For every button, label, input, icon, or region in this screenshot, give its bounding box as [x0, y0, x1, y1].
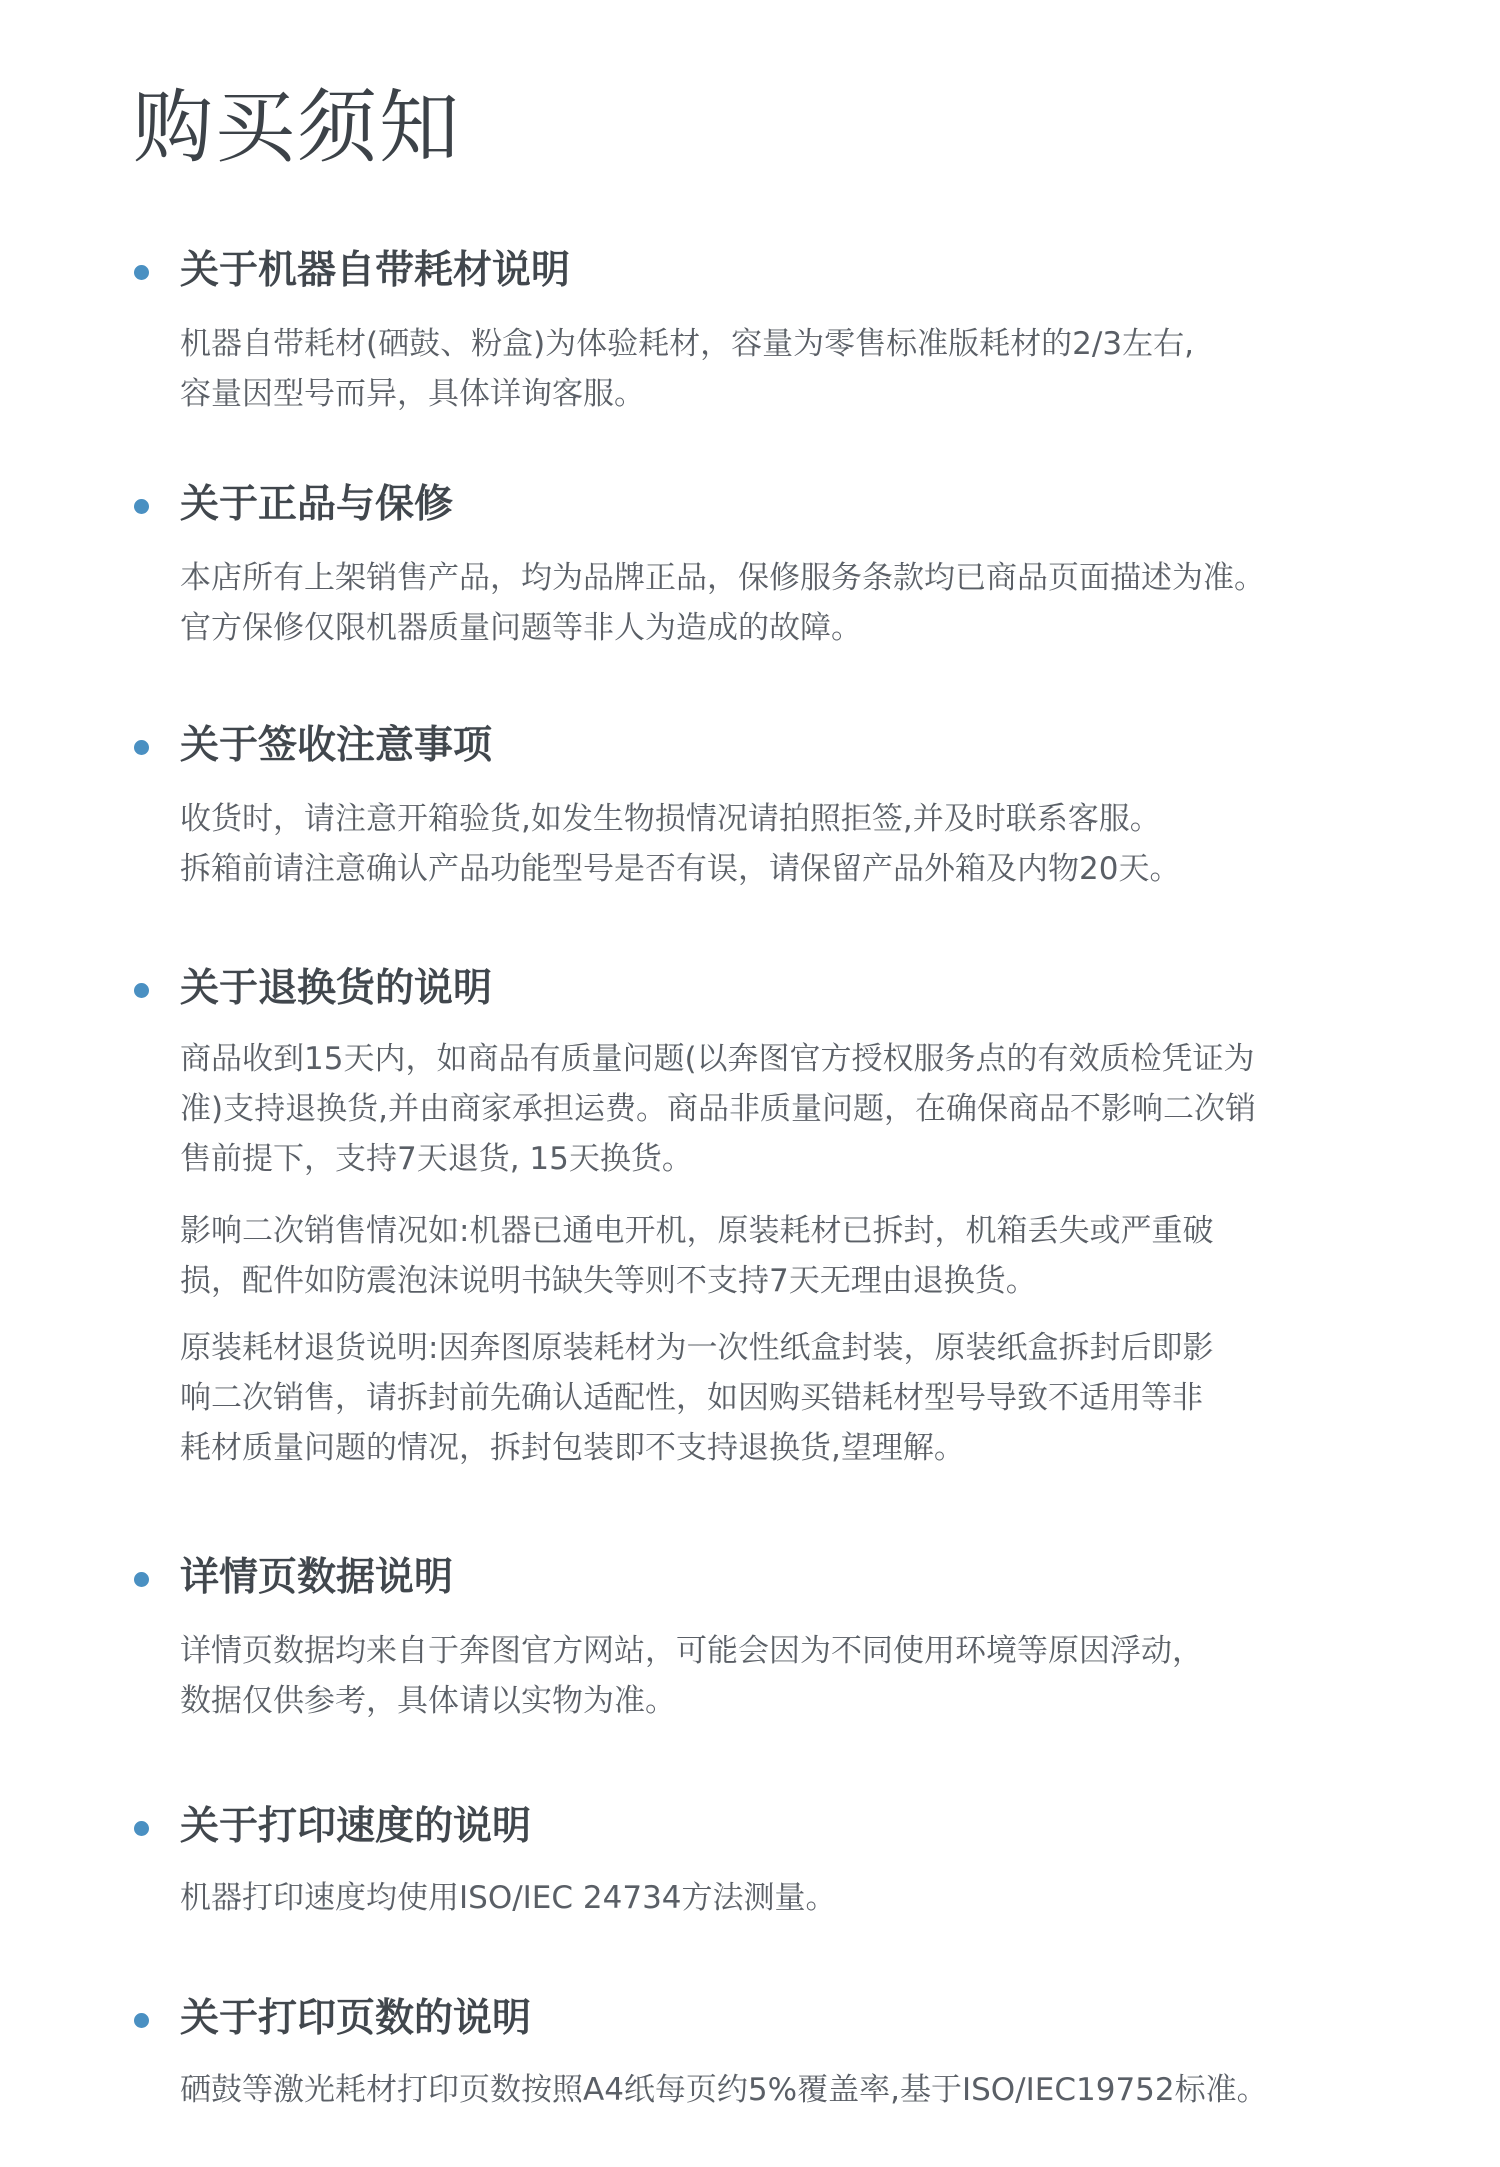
section-text-line: 容量因型号而异，具体详询客服。	[180, 376, 645, 412]
section-text-line: 准)支持退换货,并由商家承担运费。商品非质量问题，在确保商品不影响二次销	[180, 1091, 1256, 1127]
section-heading: 关于退换货的说明	[180, 966, 493, 1011]
bullet-dot-icon	[134, 499, 149, 514]
section-text-line: 耗材质量问题的情况，拆封包装即不支持退换货,望理解。	[180, 1430, 965, 1466]
section-text-line: 响二次销售，请拆封前先确认适配性，如因购买错耗材型号导致不适用等非	[180, 1380, 1203, 1416]
section-text-line: 详情页数据均来自于奔图官方网站，可能会因为不同使用环境等原因浮动，	[180, 1633, 1203, 1669]
section-heading: 关于机器自带耗材说明	[180, 248, 571, 293]
bullet-dot-icon	[134, 983, 149, 998]
section-text-line: 原装耗材退货说明:因奔图原装耗材为一次性纸盒封装，原装纸盒拆封后即影	[180, 1330, 1214, 1366]
section-text-line: 商品收到15天内，如商品有质量问题(以奔图官方授权服务点的有效质检凭证为	[180, 1041, 1255, 1077]
section-text-line: 拆箱前请注意确认产品功能型号是否有误，请保留产品外箱及内物20天。	[180, 851, 1181, 887]
section-text-line: 机器打印速度均使用ISO/IEC 24734方法测量。	[180, 1880, 837, 1916]
section-text-line: 官方保修仅限机器质量问题等非人为造成的故障。	[180, 610, 862, 646]
section-text-line: 损，配件如防震泡沫说明书缺失等则不支持7天无理由退换货。	[180, 1263, 1037, 1299]
section-heading: 关于签收注意事项	[180, 723, 493, 768]
section-text-line: 本店所有上架销售产品，均为品牌正品，保修服务条款均已商品页面描述为准。	[180, 560, 1265, 596]
section-text-line: 机器自带耗材(硒鼓、粉盒)为体验耗材，容量为零售标准版耗材的2/3左右,	[180, 326, 1194, 362]
section-heading: 关于打印速度的说明	[180, 1804, 532, 1849]
bullet-dot-icon	[134, 2013, 149, 2028]
section-heading: 关于正品与保修	[180, 482, 454, 527]
section-text-line: 售前提下，支持7天退货, 15天换货。	[180, 1141, 693, 1177]
section-heading: 关于打印页数的说明	[180, 1996, 532, 2041]
page-title: 购买须知	[133, 81, 461, 174]
section-text-line: 收货时，请注意开箱验货,如发生物损情况请拍照拒签,并及时联系客服。	[180, 801, 1161, 837]
bullet-dot-icon	[134, 740, 149, 755]
bullet-dot-icon	[134, 265, 149, 280]
section-text-line: 数据仅供参考，具体请以实物为准。	[180, 1683, 676, 1719]
section-text-line: 硒鼓等激光耗材打印页数按照A4纸每页约5%覆盖率,基于ISO/IEC19752标准。	[180, 2072, 1268, 2108]
section-text-line: 影响二次销售情况如:机器已通电开机，原装耗材已拆封，机箱丢失或严重破	[180, 1213, 1214, 1249]
section-heading: 详情页数据说明	[180, 1555, 454, 1600]
bullet-dot-icon	[134, 1821, 149, 1836]
bullet-dot-icon	[134, 1572, 149, 1587]
